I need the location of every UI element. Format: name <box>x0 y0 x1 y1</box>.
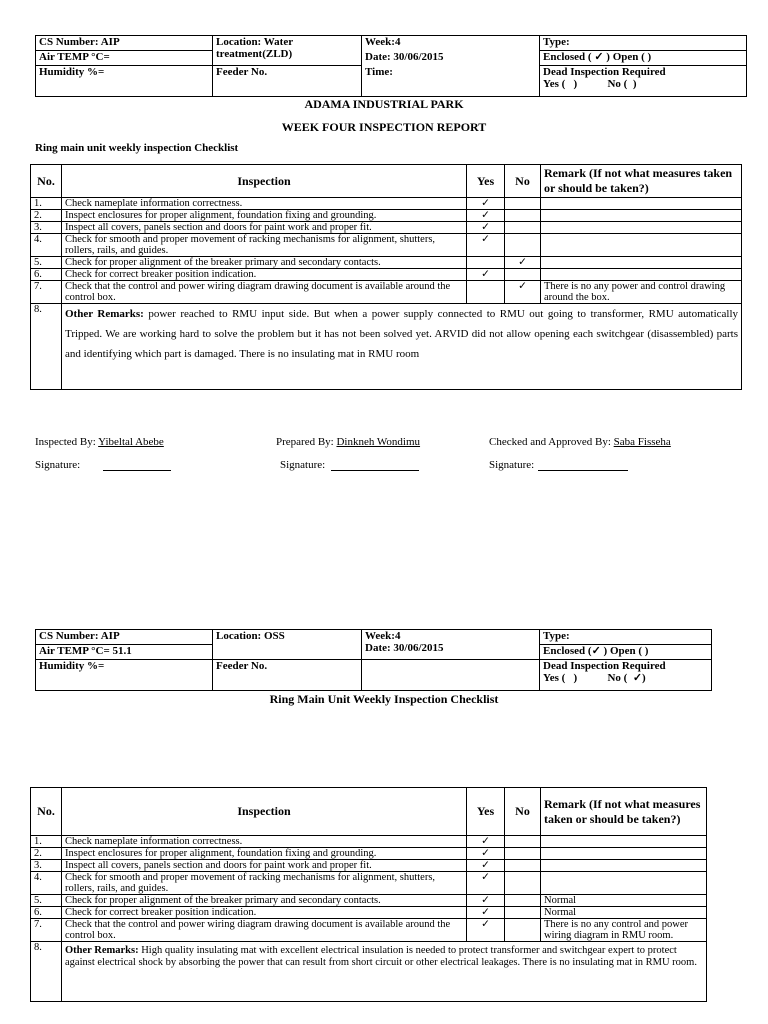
col-inspection: Inspection <box>62 165 467 198</box>
cs-number-2: CS Number: AIP <box>36 630 213 645</box>
feeder-no-2: Feeder No. <box>213 660 362 691</box>
week: Week:4 <box>362 36 540 51</box>
signature-line-2 <box>331 460 419 471</box>
cs-number: CS Number: AIP <box>36 36 213 51</box>
other-remarks <box>62 304 742 390</box>
row-remark <box>541 222 742 234</box>
row-inspection: Inspect enclosures for proper alignment, foundation fixing and grounding. <box>62 848 467 860</box>
row-inspection: Check for correct breaker position indication. <box>62 269 467 281</box>
other-remarks-text-2: High quality insulating mat with excellent electrical insulation is needed to protect transformer and switchgear expert to protect against electrical shock by absorbing the power that can result from short circuit or other electrical leakages. There is no insulating mat in RMU room. <box>65 945 697 968</box>
row-inspection: Check for smooth and proper movement of racking mechanisms for alignment, shutters, rollers, rails, and guides. <box>62 234 467 257</box>
row-yes-mark: ✓ <box>467 234 505 257</box>
row-no-mark <box>505 210 541 222</box>
table-row <box>31 210 742 222</box>
table-row <box>31 257 742 269</box>
row-yes-mark: ✓ <box>467 222 505 234</box>
row-no-mark <box>505 860 541 872</box>
row-no-mark <box>505 919 541 942</box>
checked-by <box>489 436 671 448</box>
row-remark: There is no any power and control drawing around the box. <box>541 281 742 304</box>
col-yes: Yes <box>467 165 505 198</box>
signature-2 <box>280 459 419 471</box>
empty-cell <box>362 660 540 691</box>
inspected-by <box>35 436 164 448</box>
header-table-2 <box>35 629 712 691</box>
row-yes-mark: ✓ <box>467 860 505 872</box>
row-number: 2. <box>31 210 62 222</box>
row-remark: Normal <box>541 907 707 919</box>
type-label-2: Type: <box>540 630 712 645</box>
checked-by-label: Checked and Approved By: <box>489 436 611 448</box>
row-number: 1. <box>31 198 62 210</box>
row-yes-mark: ✓ <box>467 919 505 942</box>
location-2: Location: OSS <box>213 630 362 660</box>
row-inspection: Inspect all covers, panels section and doors for paint work and proper fit. <box>62 222 467 234</box>
col-remark-2: Remark (If not what measures taken or should be taken?) <box>541 788 707 836</box>
table-row <box>31 234 742 257</box>
week-2: Week:4 <box>365 630 401 642</box>
row-inspection: Check for proper alignment of the breaker primary and secondary contacts. <box>62 895 467 907</box>
row-inspection: Check nameplate information correctness. <box>62 198 467 210</box>
table-row <box>31 198 742 210</box>
signature-line-1 <box>103 460 171 471</box>
row-inspection: Check for proper alignment of the breaker primary and secondary contacts. <box>62 257 467 269</box>
header-table-1 <box>35 35 747 97</box>
dead-inspection-yes-no: Yes ( ) No ( ) <box>543 78 637 90</box>
table-row <box>31 860 707 872</box>
row-inspection: Check that the control and power wiring diagram drawing document is available around the control box. <box>62 919 467 942</box>
row-number: 1. <box>31 836 62 848</box>
row-remark <box>541 198 742 210</box>
table-row <box>31 836 707 848</box>
signature-1 <box>35 459 171 471</box>
row-no-mark <box>505 269 541 281</box>
row-no-mark <box>505 895 541 907</box>
col-remark: Remark (If not what measures taken or should be taken?) <box>541 165 742 198</box>
row-number: 3. <box>31 860 62 872</box>
row-remark <box>541 848 707 860</box>
checklist-title-2: Ring Main Unit Weekly Inspection Checklist <box>269 692 499 706</box>
type-label: Type: <box>540 36 747 51</box>
row-yes-mark: ✓ <box>467 872 505 895</box>
signature-label-2: Signature: <box>280 459 326 471</box>
table-row <box>31 281 742 304</box>
row-no-mark <box>505 836 541 848</box>
row-inspection: Check nameplate information correctness. <box>62 836 467 848</box>
dead-inspection <box>540 66 747 97</box>
row-inspection: Inspect all covers, panels section and doors for paint work and proper fit. <box>62 860 467 872</box>
other-remarks-text: power reached to RMU input side. But when a power supply connected to RMU out going to transformer, RMU automatically Tripped. We are working hard to solve the problem but it has not been solved yet. ARVID did not allow opening each switchgear (disassembled) parts and identifying which part is damaged. There is no insulating mat in RMU room <box>65 308 738 360</box>
signature-line-3 <box>538 460 628 471</box>
col-no-2: No. <box>31 788 62 836</box>
row-yes-mark: ✓ <box>467 210 505 222</box>
row-number: 4. <box>31 872 62 895</box>
time: Time: <box>362 66 540 97</box>
row-number: 3. <box>31 222 62 234</box>
row-no-mark <box>505 907 541 919</box>
row-inspection: Check that the control and power wiring diagram drawing document is available around the control box. <box>62 281 467 304</box>
row-yes-mark <box>467 257 505 269</box>
row-number: 7. <box>31 919 62 942</box>
enclosed-open-2: Enclosed (✓ ) Open ( ) <box>540 645 712 660</box>
feeder-no: Feeder No. <box>213 66 362 97</box>
row-number: 5. <box>31 895 62 907</box>
row-remark <box>541 210 742 222</box>
other-no: 8. <box>31 304 62 390</box>
col-yes-2: Yes <box>467 788 505 836</box>
row-yes-mark: ✓ <box>467 836 505 848</box>
other-remarks-label-2: Other Remarks: <box>65 945 139 956</box>
row-yes-mark <box>467 281 505 304</box>
prepared-by <box>276 436 420 448</box>
row-inspection: Inspect enclosures for proper alignment, foundation fixing and grounding. <box>62 210 467 222</box>
park-title: ADAMA INDUSTRIAL PARK <box>304 97 464 111</box>
row-yes-mark: ✓ <box>467 198 505 210</box>
row-number: 4. <box>31 234 62 257</box>
dead-inspection-label-2: Dead Inspection Required <box>543 660 666 672</box>
row-remark <box>541 860 707 872</box>
row-no-mark <box>505 222 541 234</box>
dead-inspection-2 <box>540 660 712 691</box>
air-temp-2: Air TEMP °C= 51.1 <box>36 645 213 660</box>
inspected-by-name: Yibeltal Abebe <box>98 436 164 448</box>
table-row <box>31 919 707 942</box>
row-remark: Normal <box>541 895 707 907</box>
row-remark <box>541 872 707 895</box>
row-no-mark <box>505 872 541 895</box>
row-number: 6. <box>31 907 62 919</box>
week-date-2 <box>362 630 540 660</box>
row-yes-mark: ✓ <box>467 269 505 281</box>
col-inspection-2: Inspection <box>62 788 467 836</box>
checklist-title-1: Ring main unit weekly inspection Checklist <box>35 142 239 154</box>
table-row <box>31 222 742 234</box>
report-title: WEEK FOUR INSPECTION REPORT <box>281 120 487 134</box>
row-inspection: Check for smooth and proper movement of racking mechanisms for alignment, shutters, rollers, rails, and guides. <box>62 872 467 895</box>
date-2: Date: 30/06/2015 <box>365 642 444 654</box>
row-yes-mark: ✓ <box>467 895 505 907</box>
row-inspection: Check for correct breaker position indication. <box>62 907 467 919</box>
row-number: 7. <box>31 281 62 304</box>
row-no-mark <box>505 848 541 860</box>
row-yes-mark: ✓ <box>467 848 505 860</box>
checklist-table-1 <box>30 164 742 390</box>
dead-inspection-yes-no-2: Yes ( ) No ( ✓) <box>543 672 646 684</box>
row-yes-mark: ✓ <box>467 907 505 919</box>
prepared-by-name: Dinkneh Wondimu <box>336 436 421 448</box>
row-no-mark: ✓ <box>505 281 541 304</box>
humidity-2: Humidity %= <box>36 660 213 691</box>
row-number: 6. <box>31 269 62 281</box>
signature-label-3: Signature: <box>489 459 535 471</box>
table-row <box>31 269 742 281</box>
table-row <box>31 907 707 919</box>
other-remarks-2 <box>62 942 707 1002</box>
col-no-mark-2: No <box>505 788 541 836</box>
checked-by-name: Saba Fisseha <box>613 436 671 448</box>
prepared-by-label: Prepared By: <box>276 436 334 448</box>
row-remark <box>541 836 707 848</box>
enclosed-open: Enclosed ( ✓ ) Open ( ) <box>540 51 747 66</box>
col-no: No. <box>31 165 62 198</box>
checklist-table-2 <box>30 787 707 1002</box>
table-row <box>31 872 707 895</box>
row-no-mark: ✓ <box>505 257 541 269</box>
date: Date: 30/06/2015 <box>362 51 540 66</box>
table-row <box>31 895 707 907</box>
row-remark <box>541 234 742 257</box>
signature-3 <box>489 459 628 471</box>
row-remark <box>541 269 742 281</box>
row-number: 5. <box>31 257 62 269</box>
inspected-by-label: Inspected By: <box>35 436 96 448</box>
row-no-mark <box>505 234 541 257</box>
row-remark <box>541 257 742 269</box>
dead-inspection-label: Dead Inspection Required <box>543 66 666 78</box>
humidity: Humidity %= <box>36 66 213 97</box>
table-row <box>31 848 707 860</box>
row-remark: There is no any control and power wiring diagram in RMU room. <box>541 919 707 942</box>
other-remarks-label: Other Remarks: <box>65 308 144 320</box>
row-number: 2. <box>31 848 62 860</box>
row-no-mark <box>505 198 541 210</box>
col-no-mark: No <box>505 165 541 198</box>
other-no-2: 8. <box>31 942 62 1002</box>
signature-label-1: Signature: <box>35 459 81 471</box>
location: Location: Water treatment(ZLD) <box>213 36 362 66</box>
air-temp: Air TEMP °C= <box>36 51 213 66</box>
